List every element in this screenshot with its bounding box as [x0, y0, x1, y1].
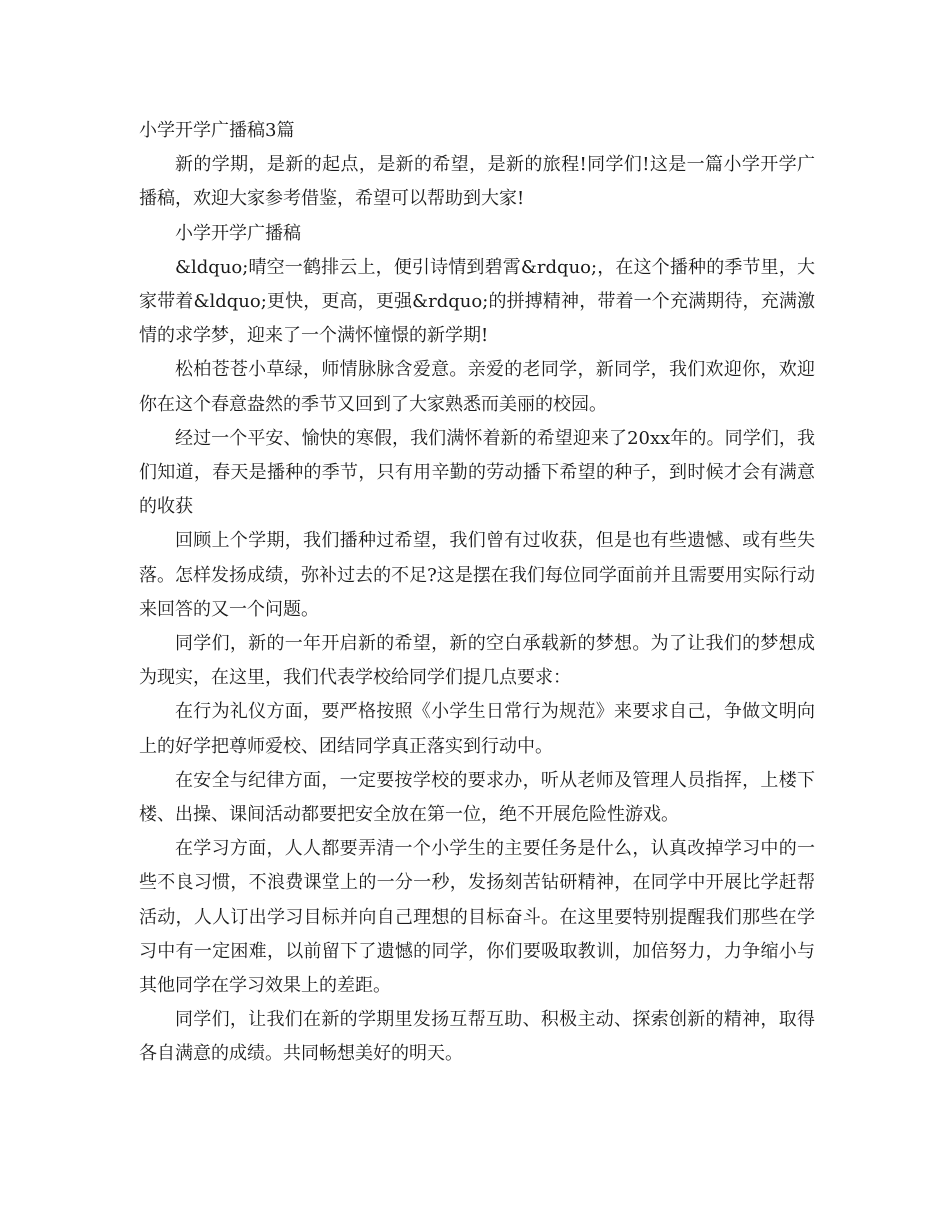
paragraph: 经过一个平安、愉快的寒假，我们满怀着新的希望迎来了20xx年的。同学们，我们知道，春天是播种的季节，只有用辛勤的劳动播下希望的种子，到时候才会有满意的收获 — [139, 427, 815, 518]
paragraph: 在安全与纪律方面，一定要按学校的要求办，听从老师及管理人员指挥，上楼下楼、出操、课间活动都要把安全放在第一位，绝不开展危险性游戏。 — [139, 769, 815, 826]
paragraph: 在学习方面，人人都要弄清一个小学生的主要任务是什么，认真改掉学习中的一些不良习惯，不浪费课堂上的一分一秒，发扬刻苦钻研精神，在同学中开展比学赶帮活动，人人订出学习目标并向自己理想的目标奋斗。在这里要特别提醒我们那些在学习中有一定困难，以前留下了遗憾的同学，你们要吸取教训，加倍努力，力争缩小与其他同学在学习效果上的差距。 — [139, 838, 815, 997]
paragraph: 同学们，让我们在新的学期里发扬互帮互助、积极主动、探索创新的精神，取得各自满意的成绩。共同畅想美好的明天。 — [139, 1009, 815, 1065]
document-title: 小学开学广播稿3篇 — [139, 120, 295, 141]
section-heading: 小学开学广播稿 — [175, 222, 301, 244]
paragraph: &ldquo;晴空一鹤排云上，便引诗情到碧霄&rdquo;，在这个播种的季节里，大家带着&ldquo;更快，更高，更强&rdquo;的拼搏精神，带着一个充满期待，充满激情的求学梦，迎来了一个满怀憧憬的新学期! — [139, 256, 815, 347]
document-body — [139, 114, 815, 1072]
paragraph: 同学们，新的一年开启新的希望，新的空白承载新的梦想。为了让我们的梦想成为现实，在这里，我们代表学校给同学们提几点要求： — [139, 633, 815, 689]
paragraph: 在行为礼仪方面，要严格按照《小学生日常行为规范》来要求自己，争做文明向上的好学把尊师爱校、团结同学真正落实到行动中。 — [139, 701, 815, 757]
paragraph: 回顾上个学期，我们播种过希望，我们曾有过收获，但是也有些遗憾、或有些失落。怎样发扬成绩，弥补过去的不足?这是摆在我们每位同学面前并且需要用实际行动来回答的又一个问题。 — [139, 530, 815, 620]
paragraph: 新的学期，是新的起点，是新的希望，是新的旅程!同学们!这是一篇小学开学广播稿，欢迎大家参考借鉴，希望可以帮助到大家! — [139, 154, 815, 210]
paragraph: 松柏苍苍小草绿，师情脉脉含爱意。亲爱的老同学，新同学，我们欢迎你，欢迎你在这个春意盎然的季节又回到了大家熟悉而美丽的校园。 — [139, 359, 815, 415]
